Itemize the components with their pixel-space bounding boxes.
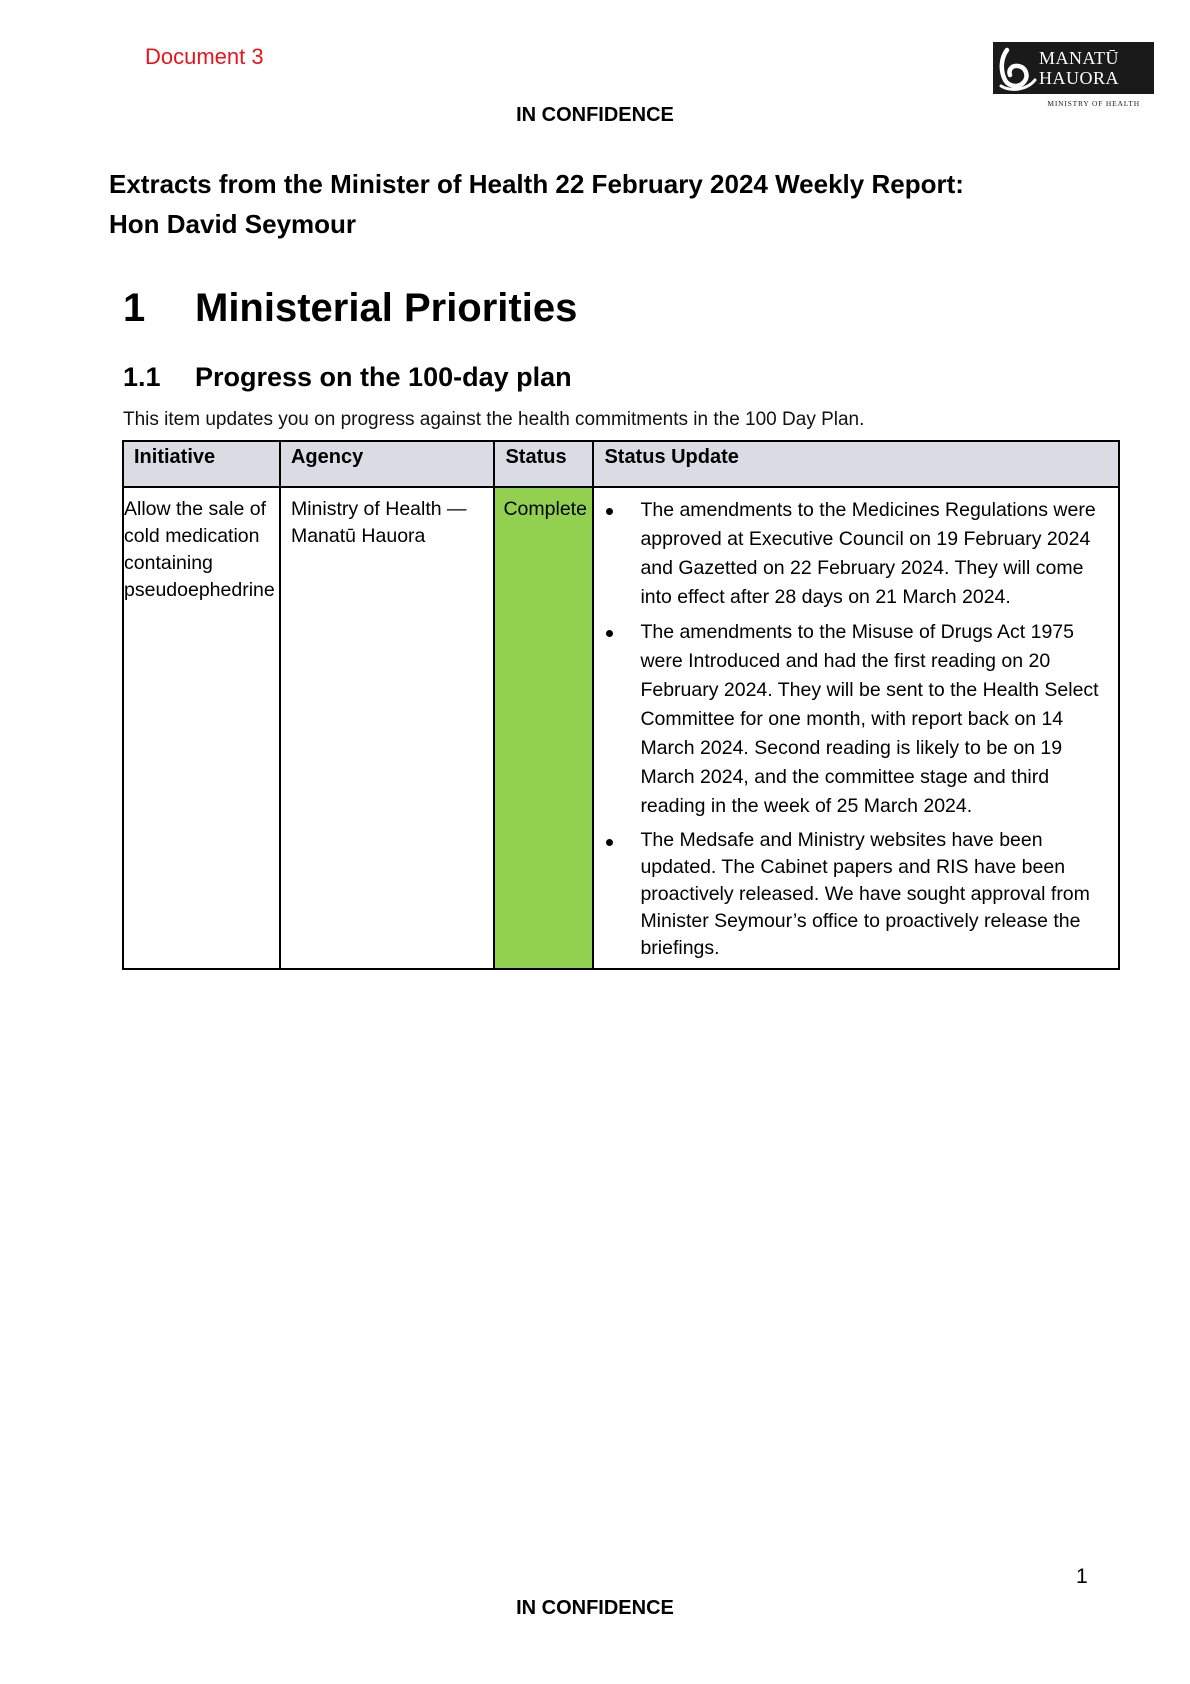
update-text: The amendments to the Medicines Regulations were approved at Executive Council on 19 February 2024 and Gazetted on 22 February 2024. They will come into effect after 28 days on 21 March 2024. [640,499,1096,608]
cell-status-update [593,487,1119,969]
column-header-agency: Agency [280,441,495,487]
bullet-icon [606,839,613,846]
title-line-1: Extracts from the Minister of Health 22 February 2024 Weekly Report: [109,169,964,199]
section-heading-text: Ministerial Priorities [195,286,578,330]
list-item [604,618,1108,821]
document-label: Document 3 [145,44,264,69]
confidentiality-footer: IN CONFIDENCE [516,1597,674,1619]
logo-subtitle: MINISTRY OF HEALTH [1047,99,1140,108]
intro-paragraph: This item updates you on progress against the health commitments in the 100 Day Plan. [123,409,865,430]
update-text: The Medsafe and Ministry websites have been updated. The Cabinet papers and RIS have been proactively released. We have sought approval from Minister Seymour’s office to proactively release the briefings. [640,829,1090,959]
progress-table [122,440,1120,970]
list-item [604,496,1108,612]
subsection-heading [123,362,572,393]
bullet-icon [606,630,613,637]
column-header-initiative: Initiative [123,441,280,487]
cell-agency: Ministry of Health — Manatū Hauora [280,487,495,969]
table-row [123,487,1119,969]
subsection-number: 1.1 [123,362,161,392]
status-update-list [604,496,1108,962]
cell-initiative: Allow the sale of cold medication containing pseudoephedrine [123,487,280,969]
logo-wordmark [1039,48,1119,88]
manatu-hauora-koru-icon [993,42,1039,94]
confidentiality-header: IN CONFIDENCE [516,104,674,126]
title-line-2: Hon David Seymour [109,209,357,239]
column-header-status: Status [494,441,593,487]
cell-status: Complete [494,487,593,969]
section-number: 1 [123,286,146,330]
column-header-status-update: Status Update [593,441,1119,487]
page-number: 1 [1076,1565,1088,1588]
bullet-icon [606,508,613,515]
list-item [604,827,1108,962]
subsection-heading-text: Progress on the 100-day plan [195,362,572,392]
ministry-logo [993,42,1154,108]
update-text: The amendments to the Misuse of Drugs Act 1975 were Introduced and had the first reading on 20 February 2024. They will be sent to the Health Select Committee for one month, with report back on 14 March 2024. Second reading is likely to be on 19 March 2024, and the committee stage and third reading in the week of 25 March 2024. [640,621,1099,817]
section-heading [123,286,577,331]
document-title [109,164,1069,244]
table-header-row [123,441,1119,487]
logo-box [993,42,1154,94]
logo-line-1: MANATŪ [1039,48,1120,68]
logo-line-2: HAUORA [1039,68,1120,88]
